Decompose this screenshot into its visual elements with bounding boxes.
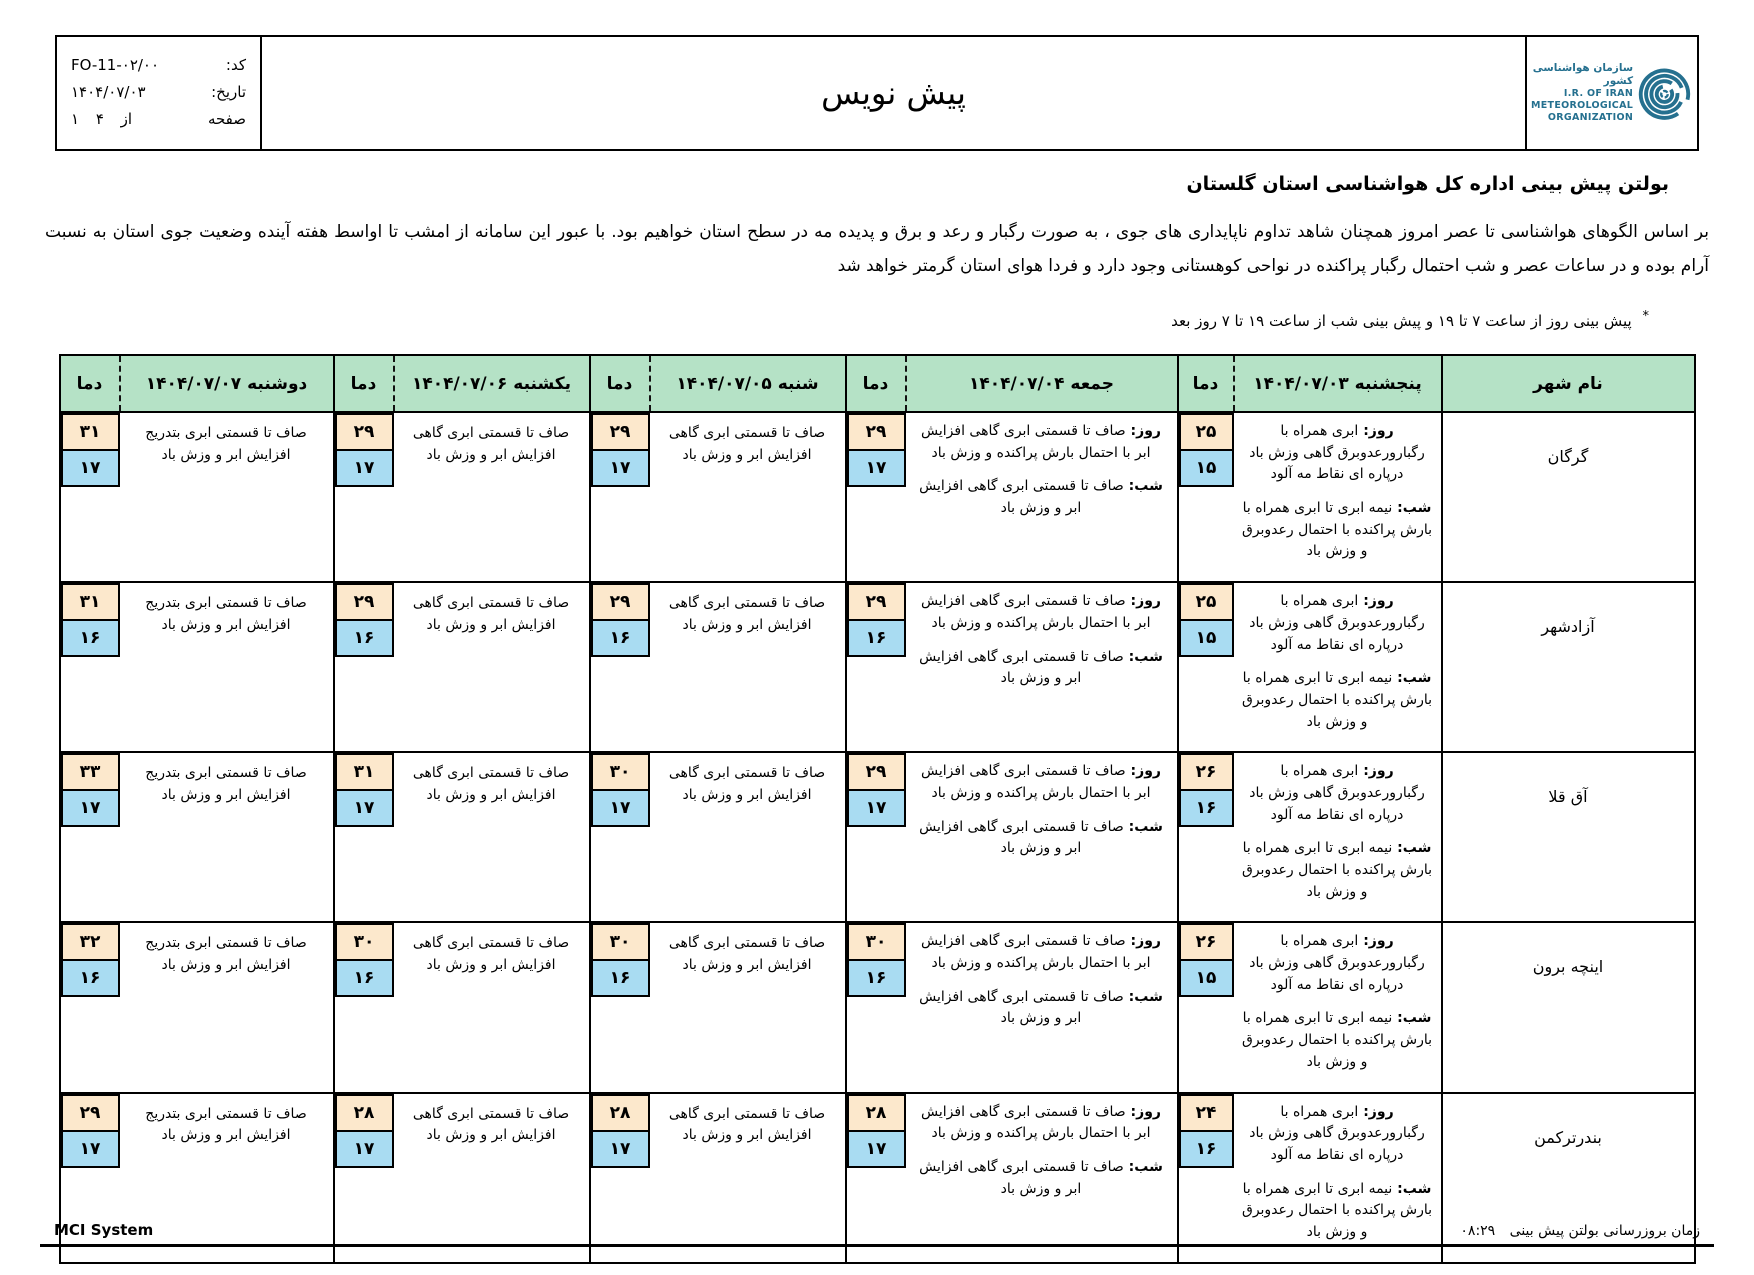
logo-line-1: I.R. OF IRAN (1563, 88, 1634, 100)
logo-spiral-icon (1636, 51, 1693, 135)
max-temp: ۲۸ (847, 1094, 906, 1132)
temps-sun (334, 412, 394, 582)
max-temp: ۳۰ (591, 753, 650, 791)
max-temp: ۲۹ (335, 413, 394, 451)
title-cell (262, 37, 1525, 149)
col-thursday-temp: دما (1178, 355, 1234, 412)
forecast-text-sat: صاف تا قسمتی ابری گاهی افزایش ابر و وزش باد (650, 412, 846, 582)
max-temp: ۳۱ (335, 753, 394, 791)
temps-sat (590, 582, 650, 752)
max-temp: ۲۹ (847, 753, 906, 791)
table-row (60, 582, 1695, 752)
col-sunday: یکشنبه ۱۴۰۴/۰۷/۰۶ (394, 355, 590, 412)
document-header-box (55, 35, 1699, 151)
min-temp: ۱۶ (847, 619, 906, 657)
temps-fri (846, 412, 906, 582)
max-temp: ۲۶ (1179, 753, 1234, 791)
forecast-text-sun: صاف تا قسمتی ابری گاهی افزایش ابر و وزش باد (394, 582, 590, 752)
min-temp: ۱۷ (591, 449, 650, 487)
temps-sat (590, 412, 650, 582)
page-footer (40, 1221, 1714, 1247)
col-thursday: پنجشنبه ۱۴۰۴/۰۷/۰۳ (1234, 355, 1442, 412)
min-temp: ۱۵ (1179, 449, 1234, 487)
min-temp: ۱۷ (335, 449, 394, 487)
max-temp: ۳۳ (61, 753, 120, 791)
org-logo (1525, 37, 1697, 149)
min-temp: ۱۶ (61, 959, 120, 997)
max-temp: ۲۴ (1179, 1094, 1234, 1132)
min-temp: ۱۶ (591, 959, 650, 997)
temps-thu (1178, 752, 1234, 922)
document-info-cell (57, 37, 262, 149)
table-header-row (60, 355, 1695, 412)
temps-fri (846, 582, 906, 752)
table-row (60, 752, 1695, 922)
page-label: صفحه (207, 110, 246, 128)
date-row (57, 83, 260, 101)
code-value: FO-11-۰۲/۰۰ (71, 56, 160, 74)
max-temp: ۲۹ (335, 583, 394, 621)
temps-sun (334, 922, 394, 1092)
forecast-text-fri: روز: صاف تا قسمتی ابری گاهی افزایش ابر با احتمال بارش پراکنده و وزش باد شب: صاف تا قسمتی ابری گاهی افزایش ابر و وزش باد (906, 412, 1178, 582)
min-temp: ۱۷ (335, 1130, 394, 1168)
forecast-text-sun: صاف تا قسمتی ابری گاهی افزایش ابر و وزش باد (394, 922, 590, 1092)
forecast-text-mon: صاف تا قسمتی ابری بتدریج افزایش ابر و وزش باد (120, 1093, 334, 1263)
logo-text (1531, 62, 1633, 124)
min-temp: ۱۷ (847, 1130, 906, 1168)
temps-fri (846, 752, 906, 922)
footer-update-time (1460, 1223, 1700, 1239)
table-row (60, 922, 1695, 1092)
min-temp: ۱۶ (591, 619, 650, 657)
forecast-text-mon: صاف تا قسمتی ابری بتدریج افزایش ابر و وزش باد (120, 752, 334, 922)
temps-thu (1178, 412, 1234, 582)
logo-org-name-fa: سازمان هواشناسی کشور (1532, 62, 1634, 88)
max-temp: ۳۰ (335, 923, 394, 961)
max-temp: ۲۹ (847, 413, 906, 451)
temps-thu (1178, 922, 1234, 1092)
table-row (60, 412, 1695, 582)
document-title: پیش نویس (821, 74, 966, 112)
temps-sun (334, 582, 394, 752)
col-saturday: شنبه ۱۴۰۴/۰۷/۰۵ (650, 355, 846, 412)
date-label: تاریخ: (211, 83, 246, 101)
forecast-text-sun: صاف تا قسمتی ابری گاهی افزایش ابر و وزش باد (394, 1093, 590, 1263)
date-value: ۱۴۰۴/۰۷/۰۳ (71, 83, 146, 101)
col-sunday-temp: دما (334, 355, 394, 412)
forecast-text-fri: روز: صاف تا قسمتی ابری گاهی افزایش ابر با احتمال بارش پراکنده و وزش باد شب: صاف تا قسمتی ابری گاهی افزایش ابر و وزش باد (906, 922, 1178, 1092)
max-temp: ۳۱ (61, 583, 120, 621)
max-temp: ۲۵ (1179, 413, 1234, 451)
min-temp: ۱۷ (61, 789, 120, 827)
max-temp: ۳۰ (847, 923, 906, 961)
temps-sun (334, 752, 394, 922)
min-temp: ۱۵ (1179, 959, 1234, 997)
min-temp: ۱۷ (61, 1130, 120, 1168)
min-temp: ۱۶ (335, 619, 394, 657)
forecast-text-thu: روز: ابری همراه با رگبارورعدوبرق گاهی وزش باد درپاره ای نقاط مه آلود شب: نیمه ابری تا ابری همراه با بارش پراکنده با احتمال رعدوبرق و وزش باد (1234, 582, 1442, 752)
temps-sat (590, 752, 650, 922)
forecast-text-mon: صاف تا قسمتی ابری بتدریج افزایش ابر و وزش باد (120, 412, 334, 582)
forecast-text-thu: روز: ابری همراه با رگبارورعدوبرق گاهی وزش باد درپاره ای نقاط مه آلود شب: نیمه ابری تا ابری همراه با بارش پراکنده با احتمال رعدوبرق و وزش باد (1234, 412, 1442, 582)
forecast-text-fri: روز: صاف تا قسمتی ابری گاهی افزایش ابر با احتمال بارش پراکنده و وزش باد شب: صاف تا قسمتی ابری گاهی افزایش ابر و وزش باد (906, 1093, 1178, 1263)
min-temp: ۱۷ (335, 789, 394, 827)
col-friday: جمعه ۱۴۰۴/۰۷/۰۴ (906, 355, 1178, 412)
city-name: آزادشهر (1442, 582, 1695, 752)
forecast-text-thu: روز: ابری همراه با رگبارورعدوبرق گاهی وزش باد درپاره ای نقاط مه آلود شب: نیمه ابری تا ابری همراه با بارش پراکنده با احتمال رعدوبرق و وزش باد (1234, 922, 1442, 1092)
note-text: پیش بینی روز از ساعت ۷ تا ۱۹ و پیش بینی شب از ساعت ۱۹ تا ۷ روز بعد (1171, 312, 1632, 330)
col-friday-temp: دما (846, 355, 906, 412)
synoptic-discussion: بر اساس الگوهای هواشناسی تا عصر امروز همچنان شاهد تداوم ناپایداری های جوی ، به صورت رگبار و رعد و برق و پدیده مه در سطح استان خواهیم بود. با عبور این سامانه از امشب تا اواسط هفته آینده وضعیت جوی استان به نسبت آرام بوده و در ساعات عصر و شب احتمال رگبار پراکنده در نواحی کوهستانی وجود دارد و فردا هوای استان گرمتر خواهد شد (45, 222, 1709, 276)
forecast-text-mon: صاف تا قسمتی ابری بتدریج افزایش ابر و وزش باد (120, 922, 334, 1092)
min-temp: ۱۵ (1179, 619, 1234, 657)
min-temp: ۱۷ (61, 449, 120, 487)
max-temp: ۲۸ (591, 1094, 650, 1132)
max-temp: ۲۹ (591, 413, 650, 451)
min-temp: ۱۶ (1179, 1130, 1234, 1168)
city-name: بندرترکمن (1442, 1093, 1695, 1263)
temps-fri (846, 922, 906, 1092)
temps-mon (60, 922, 120, 1092)
temps-mon (60, 412, 120, 582)
temps-thu (1178, 582, 1234, 752)
temps-mon (60, 582, 120, 752)
bulletin-title: بولتن پیش بینی اداره کل هواشناسی استان گلستان (1186, 173, 1669, 195)
footer-system-name: MCI System (54, 1221, 154, 1239)
code-row (57, 56, 260, 74)
col-saturday-temp: دما (590, 355, 650, 412)
logo-line-3: ORGANIZATION (1547, 112, 1634, 124)
city-name: آق قلا (1442, 752, 1695, 922)
col-monday: دوشنبه ۱۴۰۴/۰۷/۰۷ (120, 355, 334, 412)
forecast-text-fri: روز: صاف تا قسمتی ابری گاهی افزایش ابر با احتمال بارش پراکنده و وزش باد شب: صاف تا قسمتی ابری گاهی افزایش ابر و وزش باد (906, 582, 1178, 752)
forecast-text-sun: صاف تا قسمتی ابری گاهی افزایش ابر و وزش باد (394, 752, 590, 922)
forecast-text-mon: صاف تا قسمتی ابری بتدریج افزایش ابر و وزش باد (120, 582, 334, 752)
city-name: گرگان (1442, 412, 1695, 582)
max-temp: ۳۱ (61, 413, 120, 451)
temps-sat (590, 922, 650, 1092)
min-temp: ۱۷ (591, 789, 650, 827)
min-temp: ۱۶ (847, 959, 906, 997)
code-label: کد: (225, 56, 246, 74)
max-temp: ۲۶ (1179, 923, 1234, 961)
asterisk: * (1642, 309, 1649, 324)
min-temp: ۱۶ (61, 619, 120, 657)
forecast-text-sun: صاف تا قسمتی ابری گاهی افزایش ابر و وزش باد (394, 412, 590, 582)
forecast-text-thu: روز: ابری همراه با رگبارورعدوبرق گاهی وزش باد درپاره ای نقاط مه آلود شب: نیمه ابری تا ابری همراه با بارش پراکنده با احتمال رعدوبرق و وزش باد (1234, 752, 1442, 922)
forecast-text-sat: صاف تا قسمتی ابری گاهی افزایش ابر و وزش باد (650, 752, 846, 922)
min-temp: ۱۷ (591, 1130, 650, 1168)
update-time-value: ۰۸:۲۹ (1460, 1223, 1496, 1239)
temps-mon (60, 752, 120, 922)
forecast-text-sat: صاف تا قسمتی ابری گاهی افزایش ابر و وزش باد (650, 922, 846, 1092)
update-time-label: زمان بروزرسانی بولتن پیش بینی (1509, 1223, 1700, 1239)
col-city: نام شهر (1442, 355, 1695, 412)
min-temp: ۱۷ (847, 449, 906, 487)
min-temp: ۱۶ (335, 959, 394, 997)
city-name: اینچه برون (1442, 922, 1695, 1092)
forecast-text-sat: صاف تا قسمتی ابری گاهی افزایش ابر و وزش باد (650, 1093, 846, 1263)
forecast-text-thu: روز: ابری همراه با رگبارورعدوبرق گاهی وزش باد درپاره ای نقاط مه آلود شب: نیمه ابری تا ابری همراه با بارش پراکنده با احتمال رعدوبرق و وزش باد (1234, 1093, 1442, 1263)
forecast-text-fri: روز: صاف تا قسمتی ابری گاهی افزایش ابر با احتمال بارش پراکنده و وزش باد شب: صاف تا قسمتی ابری گاهی افزایش ابر و وزش باد (906, 752, 1178, 922)
forecast-table (59, 354, 1696, 1264)
max-temp: ۳۲ (61, 923, 120, 961)
min-temp: ۱۶ (1179, 789, 1234, 827)
max-temp: ۲۹ (61, 1094, 120, 1132)
max-temp: ۲۹ (591, 583, 650, 621)
forecast-hours-note (55, 309, 1649, 330)
col-monday-temp: دما (60, 355, 120, 412)
max-temp: ۳۰ (591, 923, 650, 961)
page-row (57, 110, 260, 128)
max-temp: ۲۹ (847, 583, 906, 621)
max-temp: ۲۵ (1179, 583, 1234, 621)
max-temp: ۲۸ (335, 1094, 394, 1132)
forecast-text-sat: صاف تا قسمتی ابری گاهی افزایش ابر و وزش باد (650, 582, 846, 752)
logo-line-2: METEOROLOGICAL (1531, 100, 1634, 112)
forecast-table-body (60, 412, 1695, 1263)
min-temp: ۱۷ (847, 789, 906, 827)
page-value: ۱ از ۴ (71, 110, 133, 128)
